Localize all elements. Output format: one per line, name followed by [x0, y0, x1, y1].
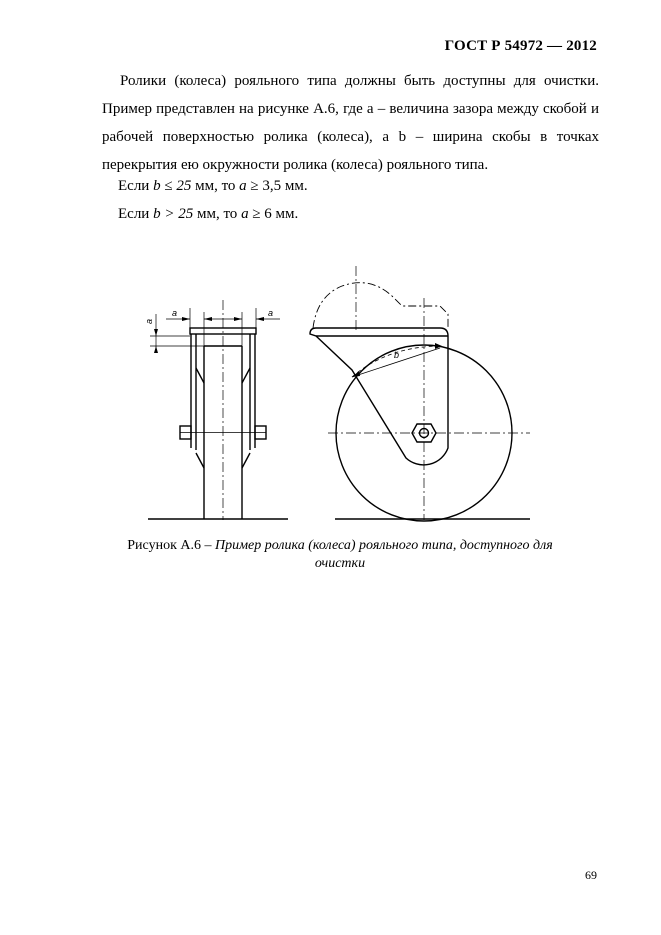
page-number: 69: [585, 868, 597, 882]
caster-wheel-drawing: [130, 258, 550, 530]
document-header: ГОСТ Р 54972 — 2012: [444, 38, 597, 54]
condition-2: Если b > 25 мм, то a ≥ 6 мм.: [118, 206, 299, 222]
label-b: b: [394, 350, 400, 360]
front-view: [148, 328, 288, 519]
paragraph-line-1: Ролики (колеса) рояльного типа должны быть доступны для очистки.: [120, 73, 599, 89]
paragraph-line-3: рабочей поверхностью ролика (колеса), а b – ширина скобы в точках: [102, 129, 599, 145]
body-text: [102, 67, 599, 179]
label-a-right: a: [268, 308, 274, 318]
label-a-vertical: a: [144, 318, 154, 324]
paragraph-line-2: Пример представлен на рисунке А.6, где a – величина зазора между скобой и: [102, 101, 599, 117]
label-a-left: a: [172, 308, 178, 318]
figure-caption: Рисунок А.6 – Пример ролика (колеса) рояльного типа, доступного для очистки: [127, 538, 553, 571]
paragraph-line-4: перекрытия ею окружности ролика (колеса) рояльного типа.: [102, 157, 489, 173]
condition-1: Если b ≤ 25 мм, то a ≥ 3,5 мм.: [118, 178, 308, 194]
side-view: [310, 283, 530, 521]
